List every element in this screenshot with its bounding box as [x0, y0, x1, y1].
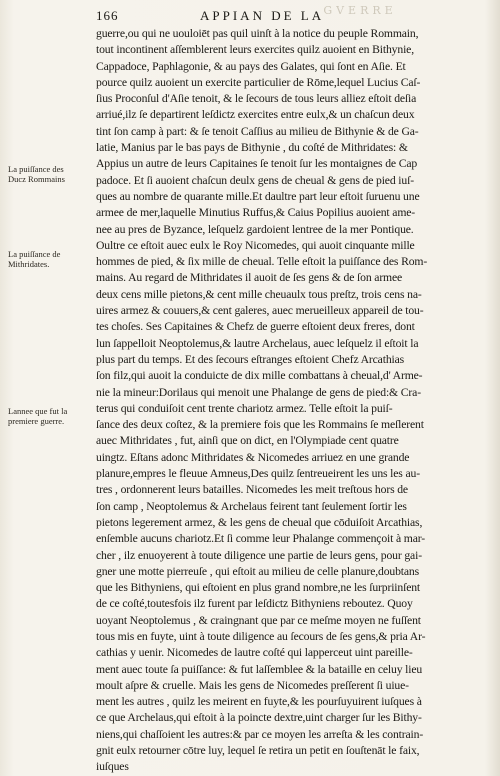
- page-header: [0, 8, 500, 26]
- text-line: auec Mithridates , fut, ainſi que on dict, en l'Olympiade cent quatre: [96, 434, 399, 448]
- text-line: ques au nombre de quarante mille.Et daultre part leur eſtoit ſuruenu une: [96, 189, 420, 203]
- text-line: tout incontinent aſſemblerent leurs exercites quilz auoient en Bithynie,: [96, 43, 414, 57]
- text-line: uires armez & couuers,& cent galeres, auec merueilleux appareil de tou-: [96, 304, 424, 318]
- text-line: nee au pres de Byzance, leſquelz gardoient lentree de la mer Pontique.: [96, 222, 414, 236]
- text-line: gner une motte pierreuſe , qui eſtoit au milieu de celle planure,doubtans: [96, 564, 420, 578]
- text-line: hommes de pied, & ſix mille de cheual. Telle eſtoit la puiſſance des Rom-: [96, 255, 428, 269]
- text-line: Oultre ce eſtoit auec eulx le Roy Nicomedes, qui auoit cinquante mille: [96, 238, 415, 252]
- text-line: lun ſappelloit Neoptolemus,& lautre Archelaus, auec leſquelz il eſtoit la: [96, 336, 419, 350]
- text-line: ment les autres , quilz les meirent en fuyte,& les pourſuyuirent iuſques à: [96, 695, 422, 709]
- margin-note: Lannee que fut la premiere guerre.: [8, 406, 68, 426]
- text-line: Appius un autre de leurs Capitaines ſe tenoit ſur les montaignes de Cap: [96, 157, 418, 171]
- text-line: Cappadoce, Paphlagonie, & au pays des Galates, qui ſont en Aſie. Et: [96, 59, 406, 73]
- text-line: tous mis en fuyte, uint à toute diligence au ſecours de ſes gens,& pria Ar-: [96, 629, 426, 643]
- text-line: uingtz. Eſtans adonc Mithridates & Nicomedes arriuez en une grande: [96, 450, 410, 464]
- margin-note: La puiſſance de Mithridates.: [8, 249, 61, 269]
- text-line: padoce. Et ſi auoient chaſcun deulx gens de cheual & gens de pied iuſ-: [96, 173, 414, 187]
- text-line: ſon filz,qui auoit la conduicte de dix mille combattans à cheual,d' Arme-: [96, 369, 423, 383]
- text-line: que les Bithyniens, qui eſtoient en plus grand nombre,ne les ſurpriinſent: [96, 581, 421, 595]
- text-line: niens,qui chaſſoient les autres:& par ce moyen les arreſta & les contrain-: [96, 727, 424, 741]
- text-line: ſius Proconſul d'Aſie tenoit, & le ſecours de tous leurs alliez eſtoit deſia: [96, 92, 417, 106]
- text-line: gnit eulx retourner cōtre luy, lequel ſe retira un petit en ſouſtenāt le faix,: [96, 744, 420, 758]
- text-line: planure,empres le fleuue Amneus,Des quilz ſentreueirent les uns les au-: [96, 467, 420, 481]
- text-line: plus part du temps. Et des ſecours eſtranges eſtoient Chefz Arcathias: [96, 352, 405, 366]
- text-line: deux cens mille pietons,& cent mille cheuaulx tous preſtz, trois cens na-: [96, 287, 422, 301]
- text-line: ment auec toute ſa puiſſance: & fut laſſemblee & la bataille en celuy lieu: [96, 662, 423, 676]
- text-line: guerre,ou qui ne uouloiēt pas quil uinſt à la notice du peuple Rommain,: [96, 27, 419, 40]
- text-line: nie la mineur:Dorilaus qui menoit une Phalange de gens de pied:& Cra-: [96, 385, 421, 399]
- running-head: APPIAN DE LA: [200, 8, 325, 23]
- text-line: ſon camp , Neoptolemus & Archelaus feirent tant ſeulement ſortir les: [96, 499, 407, 513]
- text-line: cathias y uenir. Nicomedes de lautre coſté qui lapperceut uint pareille-: [96, 646, 413, 660]
- text-line: moult aſpre & cruelle. Mais les gens de Nicomedes preſſerent ſi uiue-: [96, 678, 409, 692]
- text-line: de ce coſté,toutesfois ilz furent par leſdictz Bithyniens reboutez. Quoy: [96, 597, 413, 611]
- bleed-through-text: GVERRE: [323, 4, 397, 17]
- text-line: tint ſon camp à part: & ſe tenoit Caſſius au milieu de Bithynie & de Ga-: [96, 124, 419, 138]
- margin-note: La puiſſance des Ducz Rommains: [8, 164, 65, 184]
- text-line: cher , ilz enuoyerent à toute diligence une partie de leurs gens, pour gai-: [96, 548, 422, 562]
- text-line: iuſques: [96, 760, 129, 774]
- text-line: pource quilz auoient un exercite particulier de Rōme,lequel Lucius Caſ-: [96, 75, 421, 89]
- text-line: latie, Manius par le bas pays de Bithynie , du coſté de Mithridates: &: [96, 141, 408, 155]
- body-text: [96, 26, 476, 776]
- text-line: mains. Au regard de Mithridates il auoit de ſes gens & de ſon armee: [96, 271, 403, 285]
- text-line: enſemble aucuns chariotz.Et ſi comme leur Phalange commençoit à mar-: [96, 532, 426, 546]
- text-line: terus qui conduiſoit cent trente chariotz armez. Telle eſtoit la puiſ-: [96, 401, 393, 415]
- text-line: ſance des deux coſtez, & la premiere fois que les Rommains ſe meſlerent: [96, 418, 424, 432]
- text-line: ce que Archelaus,qui eſtoit à la poincte dextre,uint charger ſur les Bithy-: [96, 711, 422, 725]
- text-line: uoyant Neoptolemus , & craingnant que par ce meſme moyen ne fuſſent: [96, 613, 421, 627]
- text-line: armee de mer,laquelle Minutius Ruffus,& Caius Popilius auoient ame-: [96, 206, 416, 220]
- text-line: arriué,ilz ſe departirent leſdictz exercites entre eulx,& un chaſcun deux: [96, 108, 415, 122]
- text-line: tes choſes. Ses Capitaines & Chefz de guerre eſtoient deux freres, dont: [96, 320, 415, 334]
- text-line: pietons legerement armez, & les gens de cheual que cōduiſoit Arcathias,: [96, 515, 423, 529]
- text-line: tres , ordonnerent leurs batailles. Nicomedes les meit treſtous hors de: [96, 483, 408, 497]
- page-number: 166: [96, 8, 119, 23]
